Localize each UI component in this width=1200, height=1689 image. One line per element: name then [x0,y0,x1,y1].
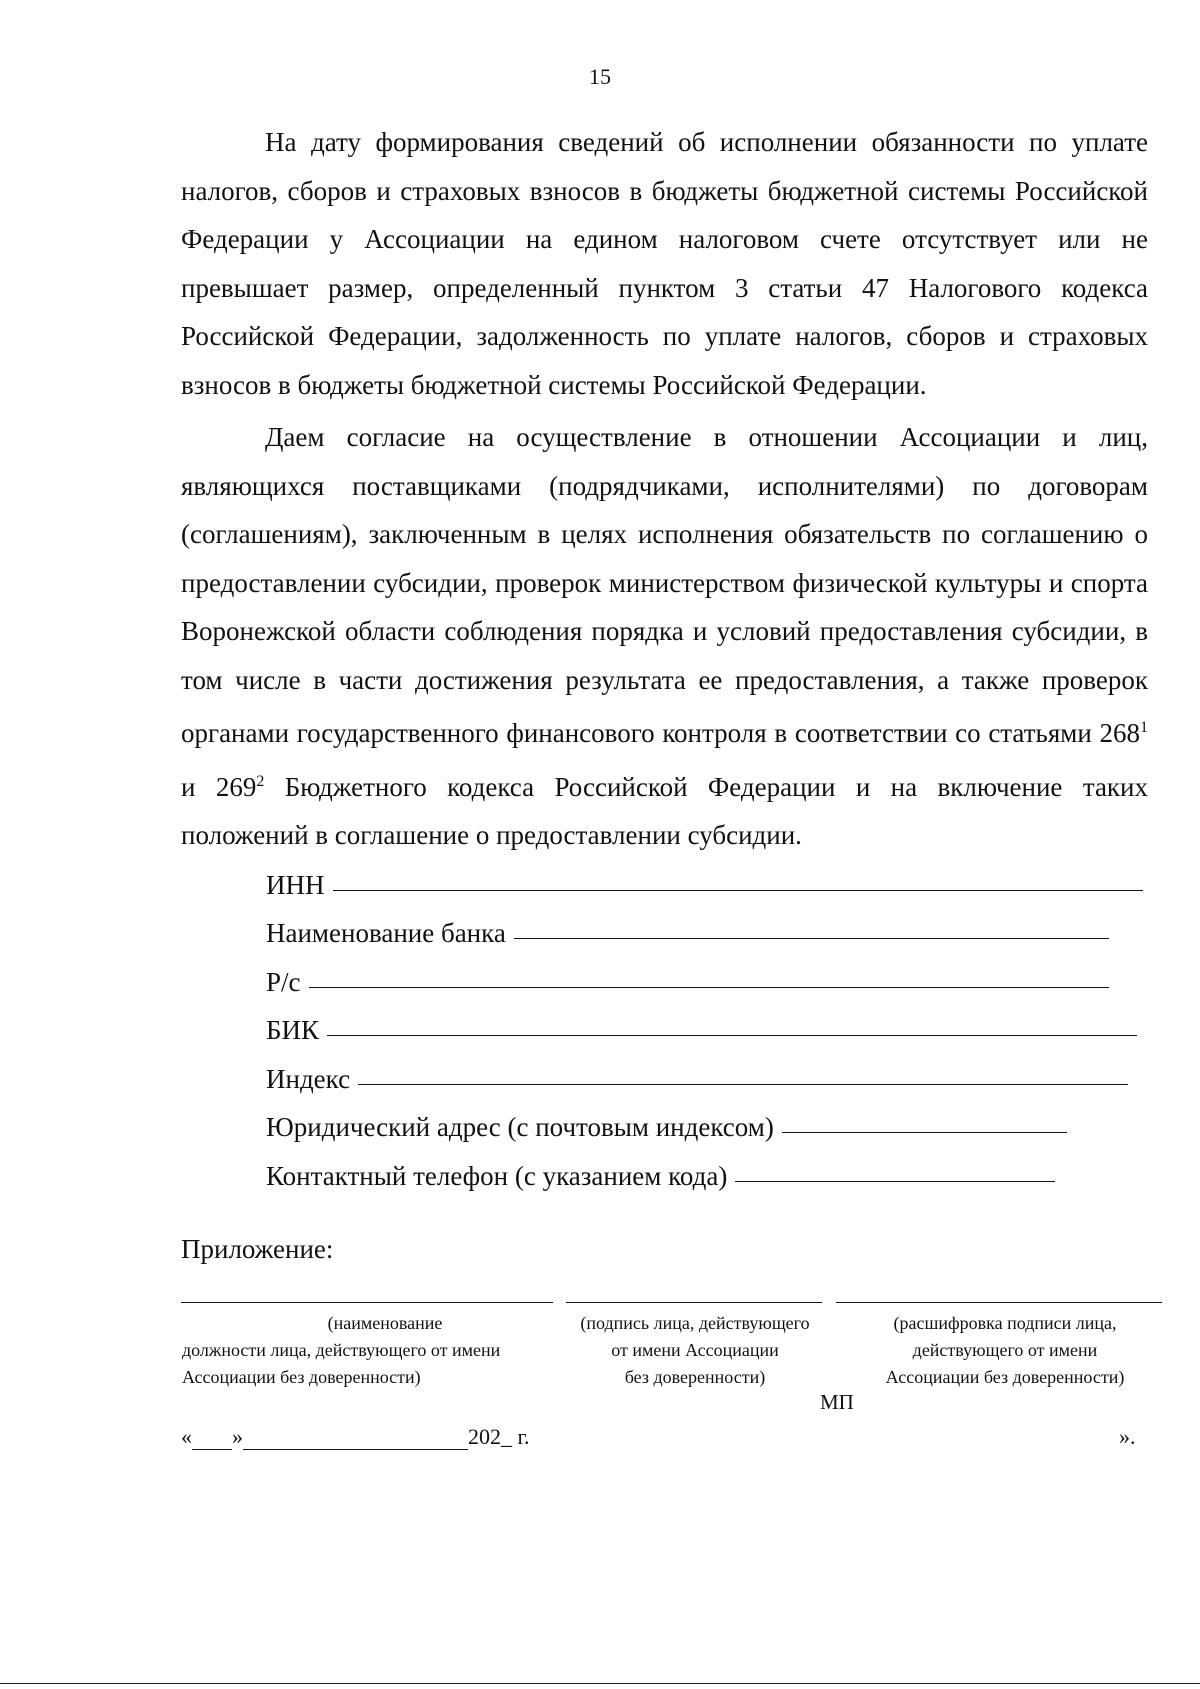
caption-signature-line-1: (подпись лица, действующего [580,1313,810,1333]
field-inn-label: ИНН [266,869,325,900]
date-row [181,1424,530,1450]
signature-line-position[interactable] [181,1302,553,1303]
date-close-quote: » [232,1424,243,1449]
field-phone-line[interactable] [735,1181,1055,1182]
consent-text-end: Бюджетного кодекса Российской Федерации и на включение таких положений в соглашение о предоставлении субсидии. [181,771,1148,850]
caption-position [170,1310,570,1391]
paragraph-tax-status: На дату формирования сведений об исполнении обязанности по уплате налогов, сборов и страховых взносов в бюджеты бюджетной системы Российской Федерации у Ассоциации на едином налоговом счете отсутствует или не превышает размер, определенный пунктом 3 статьи 47 Налогового кодекса Российской Федерации, задолженность по уплате налогов, сборов и страховых взносов в бюджеты бюджетной системы Российской Федерации. [181,127,1148,400]
signature-line-name[interactable] [836,1302,1162,1303]
field-legal-address-line[interactable] [782,1132,1067,1133]
field-account-line[interactable] [309,987,1109,988]
field-bik-label: БИК [266,1015,320,1045]
field-legal-address[interactable] [266,1095,1146,1144]
paragraph-consent [181,413,1148,860]
field-legal-address-label: Юридический адрес (с почтовым индексом) [266,1112,774,1142]
field-account[interactable] [266,949,1146,998]
signature-line-signature[interactable] [566,1302,822,1303]
appendix-label: Приложение: [181,1234,334,1264]
field-bank-name-line[interactable] [514,938,1109,939]
date-year-text: 202_ г. [468,1424,530,1449]
caption-name-line-1: (расшифровка подписи лица, [893,1313,1117,1333]
caption-signature-line-2: от имени Ассоциации [611,1340,779,1360]
page-number: 15 [589,64,611,89]
superscript-1: 1 [1140,719,1148,736]
field-inn[interactable] [266,852,1146,901]
field-index-label: Индекс [266,1063,351,1094]
consent-text-mid: и 269 [181,771,257,802]
caption-name-line-2: действующего от имени [912,1340,1098,1360]
field-bank-name[interactable] [266,901,1146,950]
field-bik-line[interactable] [327,1035,1137,1036]
consent-text-start: Даем согласие на осуществление в отношении Ассоциации и лиц, являющихся поставщиками (подрядчиками, исполнителями) по договорам (соглашениям), заключенным в целях исполнения обязательств по соглашению о предоставлении субсидии, проверок министерством физической культуры и спорта Воронежской области соблюдения порядка и условий предоставления субсидии, в том числе в части достижения результата ее предоставления, а также проверок органами государственного финансового контроля в соответствии со статьями 268 [181,422,1148,748]
caption-signature [555,1310,835,1391]
caption-position-line-3: Ассоциации без доверенности) [182,1367,421,1387]
requisites-fields [266,852,1146,1192]
field-bik[interactable] [266,998,1146,1047]
field-index[interactable] [266,1046,1146,1095]
page-bottom-rule [0,1683,1200,1684]
field-phone[interactable] [266,1143,1146,1192]
caption-name [840,1310,1170,1391]
field-bank-name-label: Наименование банка [266,918,506,948]
date-day-blank[interactable] [192,1431,232,1450]
date-open-quote: « [181,1424,192,1449]
body-text [181,118,1148,864]
date-month-blank[interactable] [243,1431,468,1450]
field-phone-label: Контактный телефон (с указанием кода) [266,1160,728,1191]
superscript-2: 2 [256,772,265,790]
closing-quote: ». [1119,1424,1136,1449]
caption-position-line-1: (наименование [327,1313,443,1333]
field-index-line[interactable] [358,1084,1128,1085]
caption-signature-line-3: без доверенности) [624,1367,766,1387]
stamp-label: МП [820,1390,854,1414]
field-inn-line[interactable] [333,890,1143,891]
caption-position-line-2: должности лица, действующего от имени [182,1340,501,1360]
caption-name-line-3: Ассоциации без доверенности) [885,1367,1125,1387]
field-account-label: Р/с [266,966,301,997]
